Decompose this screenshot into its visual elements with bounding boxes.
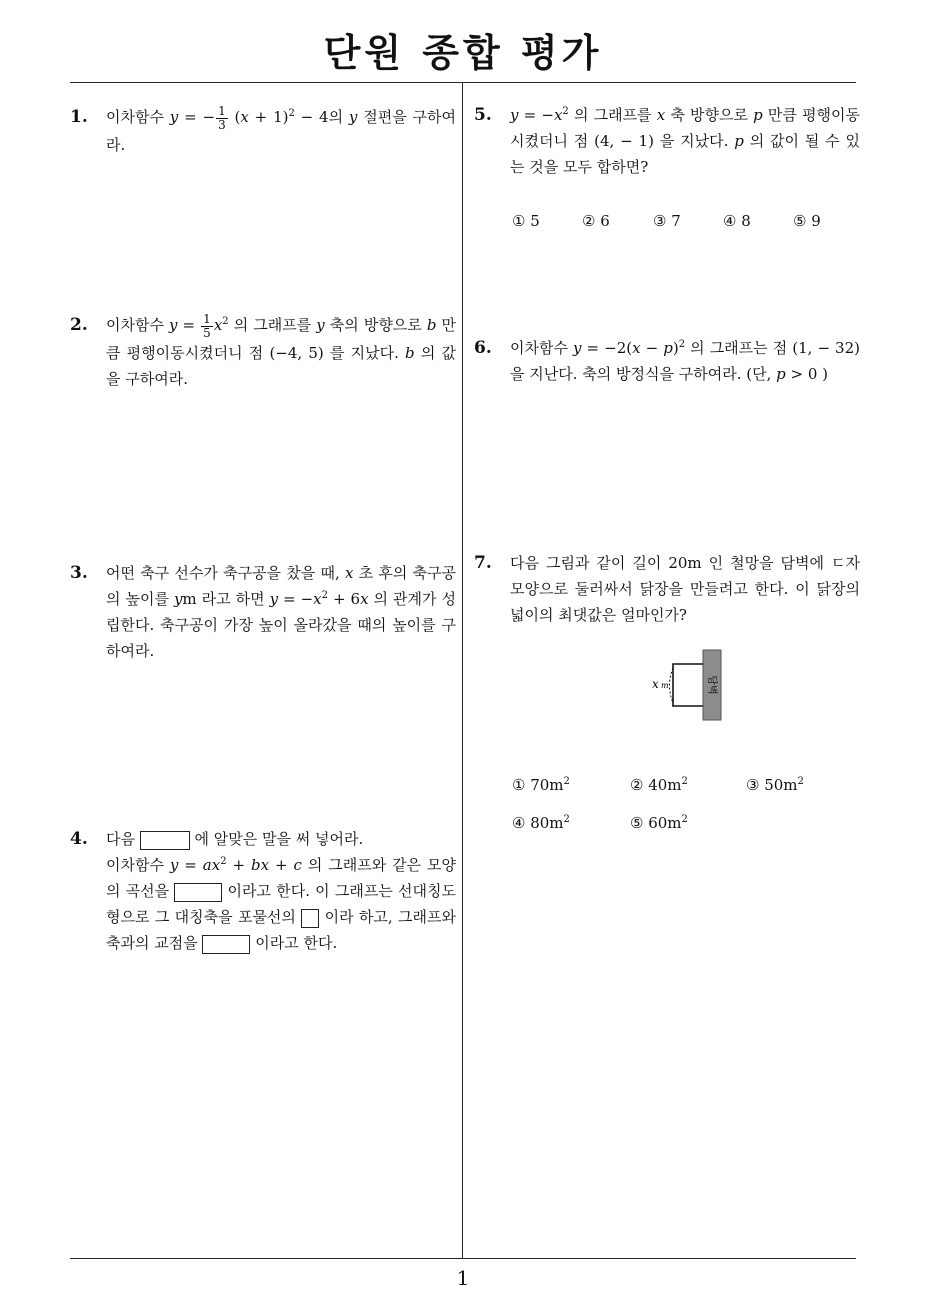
choice-4[interactable]: ④ $80m^2$ [512,814,570,832]
answer-blank[interactable] [140,831,190,850]
question-text: $y = -x^2$ 의 그래프를 x 축 방향으로 p 만큼 평행이동 시켰더니 점 (4, − 1) 을 지났다. p 의 값이 될 수 있는 것을 모두 합하면? [510,106,861,176]
question-3 [70,560,456,664]
bottom-rule [70,1258,856,1259]
side-unit: m [661,681,669,690]
question-7 [474,550,860,628]
page-number: 1 [456,1266,470,1290]
instruction-line: 다음 에 알맞은 말을 써 넣어라. [106,830,364,848]
question-6 [474,335,860,387]
choice-3[interactable]: ③ 7 [653,212,681,230]
question-number: 5. [474,105,492,125]
choice-2[interactable]: ② 6 [582,212,610,230]
statement: 이차함수 $y = ax^2$ + bx + c 의 그래프와 같은 모양의 곡선을 이라고 한다. 이 그래프는 선대칭도형으로 그 대칭축을 포물선의 이라 하고, 그래프와 축과의 교점을 이라고 한다. [106,856,456,952]
question-number: 2. [70,315,88,335]
fence-outline [673,664,703,706]
question-5 [474,102,860,180]
choice-4[interactable]: ④ 8 [723,212,751,230]
fraction: $\frac{1}{3}$ [218,103,226,132]
choice-1[interactable]: ① $70m^2$ [512,776,570,794]
answer-blank[interactable] [202,935,250,954]
question-1 [70,104,456,158]
question-7-choices [512,776,852,836]
side-label: x [652,677,659,691]
question-number: 4. [70,829,88,849]
top-rule [70,82,856,83]
question-number: 1. [70,107,88,127]
answer-blank[interactable] [174,883,222,902]
question-text: 다음 그림과 같이 길이 20m 인 철망을 담벽에 ㄷ자 모양으로 둘러싸서 닭장을 만들려고 한다. 이 닭장의 넓이의 최댓값은 얼마인가? [510,554,860,624]
choice-5[interactable]: ⑤ $60m^2$ [630,814,688,832]
choice-3[interactable]: ③ $50m^2$ [746,776,804,794]
question-number: 7. [474,553,492,573]
page-title: 단원 종합 평가 [323,31,603,75]
question-text: 이차함수 y = − $\frac{1}{3}$ $(x + 1)^2 - 4$의 y 절편을 구하여라. [106,103,456,154]
question-text: 이차함수 $y = -2(x - p)^2$ 의 그래프는 점 (1, − 32) 을 지난다. 축의 방정식을 구하여라. (단, p > 0 ) [510,339,860,383]
question-number: 3. [70,563,88,583]
coop-figure [640,648,730,724]
choice-1[interactable]: ① 5 [512,212,540,230]
fraction: $\frac{1}{5}$ [203,311,211,340]
column-divider [462,83,463,1259]
question-text: 어떤 축구 선수가 축구공을 찼을 때, x 초 후의 축구공의 높이를 ym 라고 하면 $y = -x^2 + 6x$ 의 관계가 성립한다. 축구공이 가장 높이 올라갔을 때의 높이를 구하여라. [106,564,456,660]
question-5-choices [512,212,852,234]
question-text [106,826,456,956]
question-2 [70,312,456,392]
answer-blank[interactable] [301,909,319,928]
wall-label: 담벽 [706,675,717,695]
question-4 [70,826,456,956]
choice-5[interactable]: ⑤ 9 [793,212,821,230]
question-text: 이차함수 y = $\frac{1}{5}$ $x^2$ 의 그래프를 y 축의 방향으로 b 만큼 평행이동시켰더니 점 (−4, 5) 를 지났다. b 의 값을 구하여라. [106,311,456,388]
choice-2[interactable]: ② $40m^2$ [630,776,688,794]
question-number: 6. [474,338,492,358]
